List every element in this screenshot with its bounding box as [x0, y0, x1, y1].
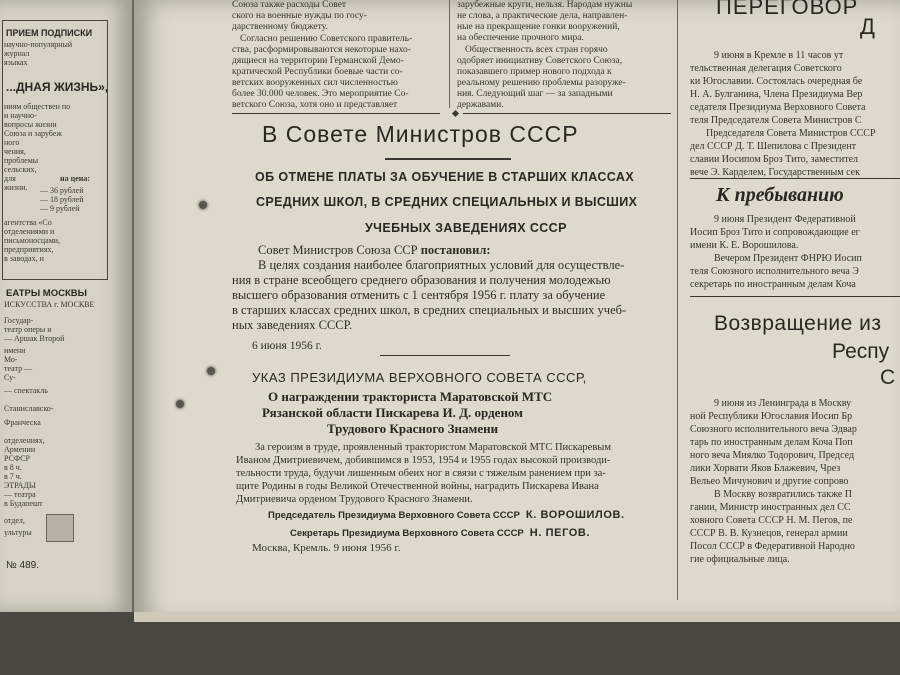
right-para1-9: вече Э. Карделем, Государственным сек	[690, 167, 860, 178]
council-headline-rule	[385, 158, 511, 160]
emblem-image	[46, 514, 74, 542]
right-para3-3: тарь по иностранным делам Коча Поп	[690, 437, 853, 448]
council-body-1: ния в стране всеобщего среднего образования и получения молодежью	[232, 273, 611, 287]
top-col1-line-9: ветского Союза, хотя оно и представляет	[232, 100, 398, 110]
right-para2-5: секретарь по иностранным делам Коча	[690, 279, 856, 290]
top-divider-right	[463, 113, 671, 114]
top-col1-line-0: Союза также расходы Совет	[232, 0, 347, 10]
right-para3-7: В Москву возвратились также П	[714, 489, 853, 500]
right-para2-2: имени К. Е. Ворошилова.	[690, 240, 799, 251]
decree-word: постановил:	[420, 243, 491, 257]
lp-body-5: чения,	[4, 147, 26, 156]
top-col1-line-5: дящиеся на территории Германской Демо-	[232, 56, 404, 66]
lp-theatre-17: в Будапешт	[4, 499, 43, 508]
secretary-signature	[290, 527, 590, 539]
lp-theatre-8: Станиславско-	[4, 404, 54, 413]
lp-journal-title: ...ДНАЯ ЖИЗНЬ»,	[6, 80, 109, 94]
council-date: 6 июня 1956 г.	[252, 340, 322, 352]
council-body-3: в старших классах средних школ, в средних специальных и высших учеб-	[232, 303, 627, 317]
council-headline: В Совете Министров СССР	[262, 121, 579, 147]
lp-body-9: жизни.	[4, 183, 28, 192]
top-col1-line-2: дарственному бюджету.	[232, 22, 328, 32]
right-para1-4: седателя Президиума Верховного Совета	[690, 102, 866, 113]
lp-theatre-7: — спектакль	[4, 386, 48, 395]
top-col1-line-6: кратической Республики боевые части со-	[232, 67, 403, 77]
council-subhead-0: ОБ ОТМЕНЕ ПЛАТЫ ЗА ОБУЧЕНИЕ В СТАРШИХ КЛАССАХ	[255, 170, 635, 184]
ukaz-rule	[380, 355, 510, 356]
right-para1-8: славии Иосипом Броз Тито, заместител	[690, 154, 859, 165]
top-col2-line-2: ные на прекращение гонки вооружений,	[457, 22, 620, 32]
lp-header-2: журнал	[4, 49, 30, 58]
right-headline-3a: Возвращение из	[714, 312, 882, 335]
ukaz-title: УКАЗ ПРЕЗИДИУМА ВЕРХОВНОГО СОВЕТА СССР,	[252, 370, 587, 385]
lp-price-2: — 9 рублей	[40, 204, 80, 213]
right-para2-1: Иосип Броз Тито и сопровождающие ег	[690, 227, 860, 238]
left-page	[0, 0, 134, 612]
lp-price-1: — 18 рублей	[40, 195, 84, 204]
lp-theatre-14: в 7 ч.	[4, 472, 22, 481]
lp-body-1: и научно-	[4, 111, 37, 120]
lp-theatre-6: Су-	[4, 373, 16, 382]
lp-theatre-3: имени	[4, 346, 26, 355]
lp-header-3: языках	[4, 58, 28, 67]
secretary-name: Н. ПЕГОВ.	[529, 527, 591, 539]
right-para2-3: Вечером Президент ФНРЮ Иосип	[714, 253, 862, 264]
top-col2-line-7: реальному решению проблемы разоруже-	[457, 78, 626, 88]
decree-intro-line	[258, 243, 491, 258]
council-body-0: В целях создания наиболее благоприятных условий для осуществле-	[258, 258, 625, 272]
lp-body-4: ного	[4, 138, 20, 147]
top-col1-line-4: ства, расформировываются некоторые нахо-	[232, 45, 411, 55]
right-para1-5: теля Председателя Совета Министров С	[690, 115, 862, 126]
top-col1-line-3: Согласно решению Советского правитель-	[240, 34, 413, 44]
right-para3-0: 9 июня из Ленинграда в Москву	[714, 398, 852, 409]
lp-theatre-10: отделениях,	[4, 436, 45, 445]
right-headline-2: К пребыванию	[716, 184, 844, 206]
column-rule-top	[449, 0, 450, 108]
right-para1-0: 9 июня в Кремле в 11 часов ут	[714, 50, 844, 61]
ukaz-body-3: щите Родины в годы Великой Отечественной войны, наградить Пискарева Ивана	[236, 481, 599, 492]
lp-box-footer-1: отделениями и	[4, 227, 55, 236]
lp-body-2: вопросы жизни	[4, 120, 57, 129]
right-para1-3: Н. А. Булганина, Члена Президиума Вер	[690, 89, 863, 100]
lp-theatre-heading: ЕАТРЫ МОСКВЫ	[6, 288, 87, 299]
chair-name: К. ВОРОШИЛОВ.	[525, 509, 625, 521]
lp-issue-number: № 489.	[6, 560, 39, 571]
award-line-2: Трудового Красного Знамени	[327, 421, 499, 436]
right-rule-1	[690, 178, 900, 179]
top-col1-line-8: более 30.000 человек. Это мероприятие Со-	[232, 89, 409, 99]
award-line-1: Рязанской области Пискарева И. Д. орденом	[262, 405, 524, 420]
top-col2-line-9: державами.	[457, 100, 504, 110]
right-para1-2: ки Югославии. Состоялась очередная бе	[690, 76, 863, 87]
award-line-0: О награждении тракториста Маратовской МТС	[268, 389, 553, 404]
lp-theatre-5: театр —	[4, 364, 33, 373]
lp-theatre-9: Франческа	[4, 418, 41, 427]
page-bottom-edge	[134, 612, 900, 622]
right-para2-4: теля Союзного исполнительного веча Э	[690, 266, 859, 277]
lp-price-label: на цена:	[60, 174, 91, 183]
chair-title: Председатель Президиума Верховного Совета СССР	[268, 510, 520, 521]
right-para3-11: Посол СССР в Федеративной Народно	[690, 541, 855, 552]
secretary-title: Секретарь Президиума Верховного Совета СССР	[290, 528, 524, 539]
right-para3-4: ного веча Миялко Тодорович, Председ	[690, 450, 855, 461]
lp-theatre-4: Мо-	[4, 355, 18, 364]
top-col2-line-6: показавшего пример нового подхода к	[457, 67, 612, 77]
lp-footer-1: ультуры	[4, 528, 32, 537]
lp-price-0: — 36 рублей	[40, 186, 84, 195]
right-para3-1: ной Республики Югославия Иосип Бр	[690, 411, 853, 422]
right-para3-6: Вельео Мичунович и другие сопрово	[690, 476, 849, 487]
binding-hole	[199, 201, 207, 209]
lp-theatre-1: театр оперы и	[4, 325, 52, 334]
ukaz-body-2: тельности труда, будучи лишенным обеих ног в связи с тяжелым ранением при за-	[236, 468, 606, 479]
right-para3-5: лики Хорвати Яков Блажевич, Чрез	[690, 463, 841, 474]
lp-theatre-0: Государ-	[4, 316, 34, 325]
right-rule-2	[690, 296, 900, 297]
top-col2-line-0: зарубежные круги, нельзя. Народам нужны	[457, 0, 633, 10]
ukaz-place-date: Москва, Кремль. 9 июня 1956 г.	[252, 542, 401, 554]
ukaz-body-0: За героизм в труде, проявленный трактористом Маратовской МТС Пискаревым	[255, 442, 611, 453]
right-para1-7: дел СССР Д. Т. Шепилова с Президент	[690, 141, 857, 152]
right-headline-1: ПЕРЕГОВОР	[716, 0, 859, 19]
top-col1-line-7: ветских вооруженных сил численностью	[232, 78, 398, 88]
lp-theatre-15: ЭТРАДЫ	[4, 481, 36, 490]
right-para1-1: тельственная делегация Советского	[690, 63, 842, 74]
top-col2-line-1: не слова, а практические дела, направлен-	[457, 11, 628, 21]
top-divider-left	[232, 113, 440, 114]
right-headline-1b: Д	[860, 14, 875, 39]
lp-body-7: сельских,	[4, 165, 37, 174]
right-para1-6: Председателя Совета Министров СССР	[706, 128, 876, 139]
lp-theatre-subheading: ИСКУССТВА г. МОСКВЕ	[4, 300, 95, 309]
council-subhead-1: СРЕДНИХ ШКОЛ, В СРЕДНИХ СПЕЦИАЛЬНЫХ И ВЫСШИХ	[256, 195, 638, 209]
top-col2-line-3: на обеспечение прочного мира.	[457, 33, 584, 43]
bottom-background	[0, 612, 900, 675]
lp-box-footer-0: агентства «Со	[4, 218, 52, 227]
lp-body-8: для	[4, 174, 16, 183]
council-subhead-2: УЧЕБНЫХ ЗАВЕДЕНИЯХ СССР	[365, 221, 567, 235]
lp-header-1: научно-популярный	[4, 40, 73, 49]
lp-header-0: ПРИЕМ ПОДПИСКИ	[6, 28, 93, 38]
lp-body-6: проблемы	[4, 156, 39, 165]
lp-theatre-2: — Аршак Второй	[4, 334, 65, 343]
lp-box-footer-3: предприятиях,	[4, 245, 54, 254]
right-para3-12: гие официальные лица.	[690, 554, 790, 565]
right-para3-10: СССР В. В. Кузнецов, генерал армии	[690, 528, 848, 539]
chair-signature	[268, 509, 625, 521]
top-col2-line-8: ния. Следующий шаг — за западными	[457, 89, 613, 99]
right-para3-9: ховного Совета СССР Н. М. Пегов, пе	[690, 515, 853, 526]
right-headline-3b: Респу	[832, 340, 890, 363]
council-body-4: ных заведениях СССР.	[232, 318, 353, 332]
lp-body-3: Союза и зарубеж	[4, 129, 62, 138]
lp-theatre-13: в 8 ч.	[4, 463, 22, 472]
top-col1-line-1: ского на военные нужды по госу-	[232, 11, 367, 21]
ukaz-body-4: Дмитриевича орденом Трудового Красного Знамени.	[236, 494, 473, 505]
lp-box-footer-4: в заводах, и	[4, 254, 44, 263]
right-para3-8: гании, Министр иностранных дел СС	[690, 502, 851, 513]
binding-hole	[176, 400, 184, 408]
lp-theatre-12: РСФСР	[4, 454, 30, 463]
column-rule-right	[677, 0, 678, 600]
decree-intro: Совет Министров Союза ССР	[258, 243, 418, 257]
ukaz-body-1: Иваном Дмитриевичем, добившимся в 1953, 1954 и 1955 годах высокой производи-	[236, 455, 611, 466]
lp-box-footer-2: письмоносцами,	[4, 236, 61, 245]
top-col2-line-5: одобряет инициативу Советского Союза,	[457, 56, 623, 66]
binding-hole	[207, 367, 215, 375]
lp-footer-0: отдел,	[4, 516, 25, 525]
lp-theatre-11: Армении	[4, 445, 36, 454]
top-col2-line-4: Общественность всех стран горячо	[465, 45, 608, 55]
lp-body-0: ниям обществен по	[4, 102, 71, 111]
right-para3-2: Союзного исполнительного веча Эдвар	[690, 424, 857, 435]
lp-theatre-16: — театра	[4, 490, 36, 499]
council-body-2: высшего образования отменить с 1 сентября 1956 г. плату за обучение	[232, 288, 606, 302]
right-para2-0: 9 июня Президент Федеративной	[714, 214, 856, 225]
right-headline-3c: С	[880, 366, 896, 389]
